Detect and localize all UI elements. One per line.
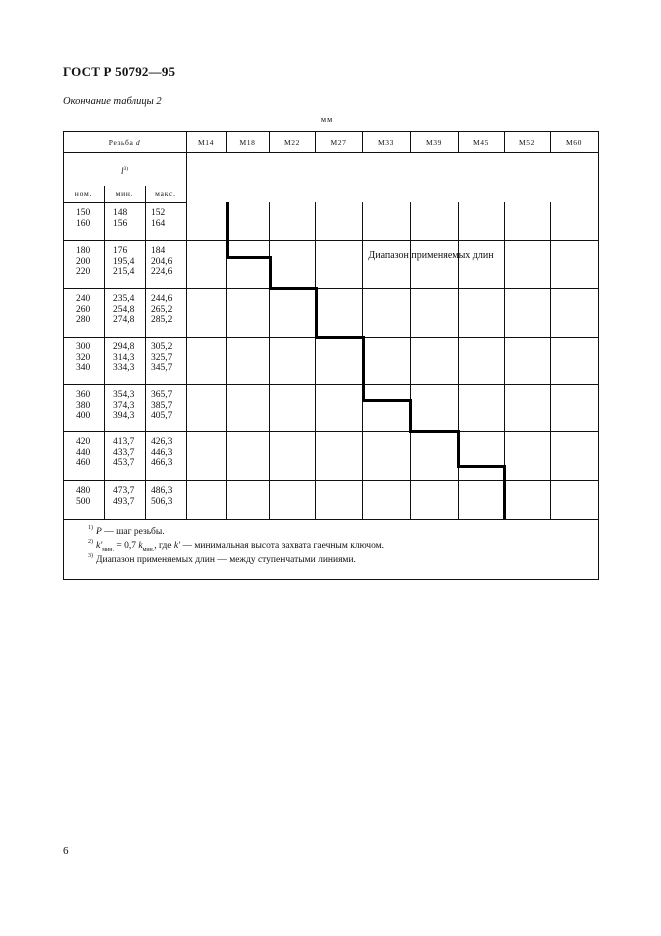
table-cell: 305,2 [151,342,173,352]
table-cell: 426,3 [151,437,173,447]
table-cell: 360 [76,390,91,400]
table-cell: 506,3 [151,496,173,507]
table-cell: 453,7 [113,458,135,469]
table-cell: 176 [113,246,128,256]
table-cell: 394,3 [113,411,135,422]
table-cell: 320 [76,352,91,363]
thread-col-8: М60 [566,138,582,147]
table-cell: 200 [76,256,91,267]
group-6-nom [76,486,90,507]
table-cell: 405,7 [151,411,173,422]
table-cell: 325,7 [151,352,173,363]
table-cell: 240 [76,294,91,304]
sub-header-nom: ном. [74,189,93,198]
table-cell: 260 [76,304,91,315]
thread-col-5: М39 [426,138,442,147]
table-cell: 334,3 [113,363,135,374]
table-cell: 300 [76,342,91,352]
table-cell: 365,7 [151,390,173,400]
group-6-max [151,486,172,507]
sub-header-max: макс. [155,189,176,198]
table-cell: 345,7 [151,363,173,374]
thread-col-7: М52 [519,138,535,147]
table-cell: 446,3 [151,447,173,458]
group-4-nom [76,390,90,422]
table-cell: 215,4 [113,267,135,278]
table-border [64,132,599,580]
table-cell: 184 [151,246,166,256]
page-number: 6 [63,845,69,857]
group-5-min [113,437,134,469]
thread-header: Резьба d [108,138,141,147]
table-cell: 354,3 [113,390,135,400]
group-0-min [113,208,127,229]
table-cell: 294,8 [113,342,135,352]
table-cell: 180 [76,246,91,256]
table-cell: 380 [76,400,91,411]
group-1-nom [76,246,90,278]
table-cell: 224,6 [151,267,173,278]
sub-header-min: мин. [115,189,134,198]
unit-label: мм [321,115,334,124]
table-cell: 400 [76,411,91,422]
table-cell: 265,2 [151,304,173,315]
group-5-nom [76,437,90,469]
table-cell: 150 [76,208,91,218]
group-2-min [113,294,134,326]
footnote-3: $^{3)}$ Диапазон применяемых длин — между ступенчатыми линиями. [88,553,356,565]
table-cell: 235,4 [113,294,135,304]
group-2-nom [76,294,90,326]
group-3-nom [76,342,90,374]
table-cell: 480 [76,486,91,496]
table-cell: 195,4 [113,256,135,267]
table-cell: 374,3 [113,400,135,411]
footnote-2: $^{2)}$ $k'_{мин.} = 0,7$ $k_{мин.}$, где k' — минимальная высота захвата гаечным ключом. [88,539,385,553]
table-cell: 280 [76,315,91,326]
group-4-max [151,390,172,422]
table-cell: 433,7 [113,447,135,458]
group-0-nom [76,208,90,229]
table-cell: 420 [76,437,91,447]
table-cell: 486,3 [151,486,173,496]
table-cell: 160 [76,218,91,229]
group-1-min [113,246,134,278]
thread-col-0: М14 [198,138,214,147]
table-cell: 204,6 [151,256,173,267]
thread-col-4: М33 [378,138,394,147]
length-header: $l^{3)}$ [120,166,129,176]
table-cell: 413,7 [113,437,135,447]
table-cell: 340 [76,363,91,374]
table-cell: 152 [151,208,166,218]
table-cell: 220 [76,267,91,278]
thread-col-1: М18 [239,138,256,147]
group-2-max [151,294,172,326]
group-0-max [151,208,165,229]
thread-col-3: М27 [330,138,347,147]
footnote-1: $^{1)}$ P — шаг резьбы. [88,525,165,537]
thread-col-6: М45 [473,138,489,147]
table-cell: 244,6 [151,294,173,304]
document-title: ГОСТ Р 50792—95 [63,64,176,79]
table-cell: 285,2 [151,315,173,326]
table-cell: 314,3 [113,352,135,363]
range-label: Диапазон применяемых длин [368,250,494,261]
group-4-min [113,390,134,422]
table-cell: 274,8 [113,315,135,326]
table-cell: 466,3 [151,458,173,469]
table-cell: 385,7 [151,400,173,411]
table-cell: 440 [76,447,91,458]
table-cell: 500 [76,496,91,507]
group-3-max [151,342,172,374]
table-cell: 460 [76,458,91,469]
thread-col-2: М22 [284,138,300,147]
group-1-max [151,246,172,278]
table-caption: Окончание таблицы 2 [63,96,162,107]
table-cell: 148 [113,208,128,218]
table-cell: 156 [113,218,128,229]
table-cell: 254,8 [113,304,135,315]
table-cell: 164 [151,218,166,229]
table-cell: 493,7 [113,496,135,507]
group-5-max [151,437,172,469]
group-6-min [113,486,134,507]
group-3-min [113,342,134,374]
table-cell: 473,7 [113,486,135,496]
